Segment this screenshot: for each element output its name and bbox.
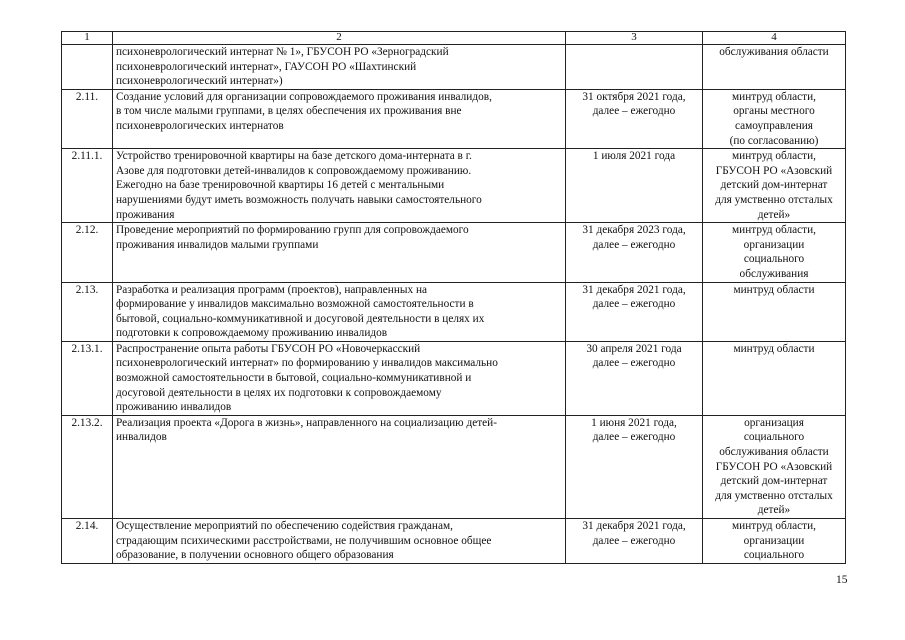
responsible-line: минтруд области — [733, 342, 815, 355]
deadline-line: далее – ежегодно — [592, 238, 676, 251]
activity-cell — [113, 149, 566, 223]
responsible-line: органы местного — [733, 105, 815, 118]
deadline-line: 1 июня 2021 года, — [591, 416, 677, 429]
responsible-line: детский дом-интернат — [720, 475, 828, 488]
activity-cell — [113, 282, 566, 341]
responsible-line: социального — [743, 253, 805, 266]
deadline-cell — [566, 519, 703, 564]
responsible-cell — [703, 89, 846, 148]
row-number: 2.12. — [62, 223, 113, 282]
activity-line: психоневрологических интернатов — [116, 119, 284, 132]
activity-line: проживанию инвалидов — [116, 401, 232, 414]
table-row — [62, 45, 846, 90]
table-row — [62, 223, 846, 282]
responsible-line: для умственно отсталых — [715, 489, 833, 502]
activity-line: нарушениями будут иметь возможность получать навыки самостоятельного — [116, 193, 482, 206]
activity-line: в том числе малыми группами, в целях обеспечения их проживания вне — [116, 105, 462, 118]
table-body — [62, 32, 846, 564]
responsible-line: обслуживания области — [719, 446, 829, 459]
deadline-line: 31 декабря 2023 года, — [582, 224, 686, 237]
activity-cell — [113, 89, 566, 148]
responsible-line: минтруд области, — [732, 150, 816, 163]
responsible-cell — [703, 519, 846, 564]
deadline-line: далее – ежегодно — [592, 534, 676, 547]
activity-line: психоневрологический интернат № 1», ГБУСОН РО «Зерноградский — [116, 46, 449, 58]
deadline-cell — [566, 223, 703, 282]
activity-line: формирование у инвалидов максимально возможной самостоятельности в — [116, 298, 474, 311]
deadline-line: далее – ежегодно — [592, 298, 676, 311]
deadline-cell — [566, 149, 703, 223]
activity-line: Азове для подготовки детей-инвалидов к сопровождаемому проживанию. — [116, 164, 472, 177]
table-row — [62, 415, 846, 518]
activity-line: проживания — [116, 208, 175, 221]
deadline-line: далее – ежегодно — [592, 357, 676, 370]
table-row — [62, 341, 846, 415]
deadline-line: 31 декабря 2021 года, — [582, 283, 686, 296]
table-row — [62, 282, 846, 341]
activity-line: психоневрологический интернат», ГАУСОН РО «Шахтинский — [116, 60, 417, 73]
responsible-line: (по согласованию) — [729, 134, 819, 147]
row-number: 2.14. — [62, 519, 113, 564]
responsible-line: минтруд области, — [732, 90, 816, 103]
deadline-line: 31 октября 2021 года, — [582, 90, 686, 103]
responsible-line: организации — [743, 534, 805, 547]
responsible-cell — [703, 282, 846, 341]
responsible-cell — [703, 341, 846, 415]
responsible-line: минтруд области, — [732, 520, 816, 532]
header-col-4: 4 — [703, 32, 846, 45]
header-row — [62, 32, 846, 45]
responsible-line: обслуживания области — [719, 46, 829, 58]
activity-line: проживания инвалидов малыми группами — [116, 238, 319, 251]
deadline-line: далее – ежегодно — [592, 105, 676, 118]
activity-line: Осуществление мероприятий по обеспечению содействия гражданам, — [116, 520, 453, 532]
plan-table — [61, 31, 846, 564]
activity-line: Устройство тренировочной квартиры на базе детского дома-интерната в г. — [116, 150, 472, 163]
table-row — [62, 89, 846, 148]
responsible-line: самоуправления — [734, 119, 813, 132]
activity-line: инвалидов — [116, 431, 167, 444]
deadline-cell — [566, 282, 703, 341]
row-number: 2.13. — [62, 282, 113, 341]
deadline-line: далее – ежегодно — [592, 431, 676, 444]
activity-line: страдающим психическими расстройствами, не получившим основное общее — [116, 534, 492, 547]
row-number: 2.11.1. — [62, 149, 113, 223]
responsible-line: организация — [744, 416, 804, 429]
responsible-line: социального — [743, 431, 805, 444]
table-row — [62, 149, 846, 223]
responsible-line: минтруд области — [733, 283, 815, 296]
activity-line: возможной самостоятельности в бытовой, социально-коммуникативной и — [116, 372, 472, 385]
responsible-line: детский дом-интернат — [720, 179, 828, 192]
responsible-line: ГБУСОН РО «Азовский — [715, 164, 833, 177]
deadline-line: 30 апреля 2021 года — [586, 342, 682, 355]
activity-line: бытовой, социально-коммуникативной и досуговой деятельности в целях их — [116, 312, 485, 325]
activity-line: психоневрологический интернат» по формированию у инвалидов максимально — [116, 357, 498, 370]
responsible-line: социального — [743, 549, 805, 562]
responsible-line: организации — [743, 238, 805, 251]
header-col-2: 2 — [113, 32, 566, 45]
deadline-cell — [566, 415, 703, 518]
activity-cell — [113, 519, 566, 564]
activity-line: образование, в получении основного общего образования — [116, 549, 394, 562]
row-number: 2.13.2. — [62, 415, 113, 518]
responsible-cell — [703, 415, 846, 518]
page-number: 15 — [836, 574, 848, 586]
activity-line: Распространение опыта работы ГБУСОН РО «Новочеркасский — [116, 342, 421, 355]
activity-line: Создание условий для организации сопровождаемого проживания инвалидов, — [116, 90, 492, 103]
activity-cell — [113, 45, 566, 90]
responsible-line: обслуживания — [739, 267, 809, 280]
deadline-cell — [566, 89, 703, 148]
activity-line: досуговой деятельности в целях их подготовки к сопровождаемому — [116, 386, 442, 399]
row-number — [62, 45, 113, 90]
responsible-cell — [703, 45, 846, 90]
header-col-3: 3 — [566, 32, 703, 45]
activity-line: психоневрологический интернат») — [116, 75, 283, 88]
activity-line: Проведение мероприятий по формированию групп для сопровождаемого — [116, 224, 469, 237]
responsible-line: минтруд области, — [732, 224, 816, 237]
deadline-line: 31 декабря 2021 года, — [582, 520, 686, 532]
responsible-line: ГБУСОН РО «Азовский — [715, 460, 833, 473]
responsible-cell — [703, 149, 846, 223]
activity-line: Реализация проекта «Дорога в жизнь», направленного на социализацию детей- — [116, 416, 497, 429]
activity-line: Ежегодно на базе тренировочной квартиры 16 детей с ментальными — [116, 179, 445, 192]
row-number: 2.11. — [62, 89, 113, 148]
header-col-1: 1 — [62, 32, 113, 45]
deadline-cell — [566, 341, 703, 415]
responsible-line: для умственно отсталых — [715, 193, 833, 206]
row-number: 2.13.1. — [62, 341, 113, 415]
deadline-cell — [566, 45, 703, 90]
activity-line: Разработка и реализация программ (проектов), направленных на — [116, 283, 428, 296]
responsible-line: детей» — [757, 208, 791, 221]
responsible-cell — [703, 223, 846, 282]
activity-line: подготовки к сопровождаемому проживанию инвалидов — [116, 327, 388, 340]
activity-cell — [113, 341, 566, 415]
responsible-line: детей» — [757, 504, 791, 517]
activity-cell — [113, 415, 566, 518]
deadline-line: 1 июля 2021 года — [592, 150, 676, 163]
table-row — [62, 519, 846, 564]
activity-cell — [113, 223, 566, 282]
